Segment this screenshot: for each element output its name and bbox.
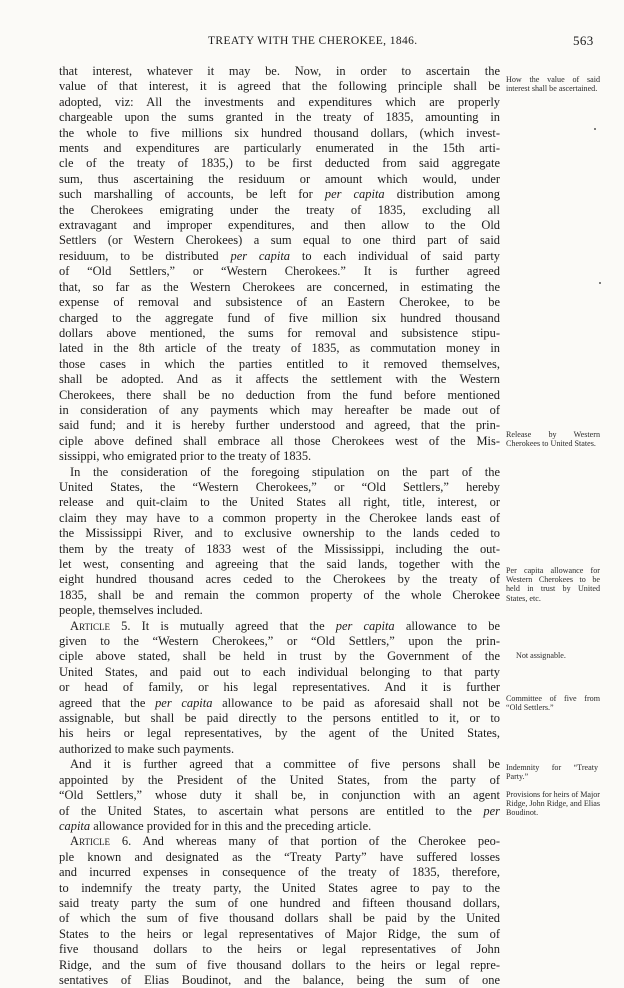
note-per-capita-allowance: Per capita allowance for Western Cherokees to be held in trust by United States, etc. (506, 566, 600, 603)
text-line: people, themselves included. (59, 603, 203, 618)
text-line: United States, the “Western Cherokees,” or “Old Settlers,” hereby (59, 479, 500, 494)
text-line: capita allowance provided for in this and the preceding article. (59, 818, 372, 833)
text-line: extravagant and improper expenditures, and then allow to the Old (59, 218, 500, 233)
text-line: said treaty party the sum of one hundred and fifteen thousand dollars, (59, 895, 500, 910)
text-line: ple known and designated as the “Treaty Party” have suffered losses (59, 849, 500, 864)
text-line: And it is further agreed that a committee of five persons shall be (70, 757, 500, 772)
text-line: sum, thus ascertaining the residuum or amount which would, under (59, 171, 500, 186)
note-provisions-for-heirs: Provisions for heirs of Major Ridge, John Ridge, and Elias Boudinot. (506, 790, 600, 818)
note-how-value-ascertained: How the value of said interest shall be ascertained. (506, 75, 600, 94)
text-line: appointed by the President of the United States, from the party of (59, 772, 500, 787)
text-line: of “Old Settlers,” or “Western Cherokees.” It is further agreed (59, 264, 500, 279)
text-line: “Old Settlers,” whose duty it shall be, in conjunction with an agent (59, 788, 500, 803)
text-line: Article 6. And whereas many of that portion of the Cherokee peo- (70, 834, 500, 849)
text-line: cle of the treaty of 1835,) to be first deducted from said aggregate (59, 156, 500, 171)
text-line: States to the heirs or legal representatives of Major Ridge, the sum of (59, 926, 500, 941)
text-line: that interest, whatever it may be. Now, in order to ascertain the (59, 64, 500, 78)
text-line: said fund; and it is hereby further understood and agreed, that the prin- (59, 418, 500, 433)
text-line: in consideration of any payments which may hereafter be made out of (59, 402, 500, 417)
text-line: assignable, but shall be paid directly to the persons entitled to it, or to (59, 711, 500, 726)
text-line: or head of family, or his legal representatives. And it is further (59, 680, 500, 695)
text-line: and incurred expenses in consequence of the treaty of 1835, therefore, (59, 865, 500, 880)
text-line: charged to the aggregate fund of five million six hundred thousand (59, 310, 500, 325)
text-line: that, so far as the Western Cherokees are concerned, in estimating the (59, 279, 500, 294)
text-line: them by the treaty of 1833 west of the Mississippi, including the out- (59, 541, 500, 556)
text-line: In the consideration of the foregoing stipulation on the part of the (70, 464, 500, 479)
text-line: of the United States, to ascertain what persons are entitled to the per (59, 803, 500, 818)
text-line: Settlers (or Western Cherokees) a sum equal to one third part of said (59, 233, 500, 248)
running-title: TREATY WITH THE CHEROKEE, 1846. (208, 35, 418, 47)
text-line: claim they may have to a common property in the Cherokee lands east of (59, 510, 500, 525)
text-line: eight hundred thousand acres ceded to the Cherokees by the treaty of (59, 572, 500, 587)
print-speck (594, 128, 596, 130)
note-release-by-western-cherokees: Release by Western Cherokees to United States. (506, 430, 600, 449)
text-line: ciple above defined shall embrace all those Cherokees west of the Mis- (59, 433, 500, 448)
text-line: sissippi, who emigrated prior to the treaty of 1835. (59, 449, 312, 464)
text-line: value of that interest, it is agreed that the following principle shall be (59, 79, 500, 94)
note-indemnity-treaty-party: Indemnity for “Treaty Party.” (506, 763, 598, 782)
text-line: those cases in which the parties entitled to it removed themselves, (59, 356, 500, 371)
text-line: given to the “Western Cherokees,” or “Old Settlers,” upon the prin- (59, 634, 500, 649)
text-line: United States, and paid out to each individual belonging to that party (59, 664, 500, 679)
text-line: the Mississippi River, and to exclusive ownership to the lands ceded to (59, 526, 500, 541)
text-line: shall be adopted. And as it affects the settlement with the Western (59, 372, 500, 387)
text-line: let west, consenting and agreeing that the said lands, together with the (59, 557, 500, 571)
page-number: 563 (573, 33, 594, 48)
text-line: Cherokees, there shall be no deduction from the fund before mentioned (59, 387, 500, 402)
page-header (0, 35, 624, 51)
text-line: expense of removal and subsistence of an Eastern Cherokee, to be (59, 295, 500, 310)
text-line: lated in the 8th article of the treaty of 1835, as commutation money in (59, 341, 500, 356)
text-line: release and quit-claim to the United States all right, title, interest, or (59, 495, 500, 510)
text-line: five thousand dollars to the heirs or legal representatives of John (59, 942, 500, 957)
text-line: 1835, shall be and remain the common property of the whole Cherokee (59, 587, 500, 602)
note-not-assignable: Not assignable. (516, 651, 566, 660)
text-line: to indemnify the treaty party, the United States agree to pay to the (59, 880, 500, 895)
text-line: adopted, viz: All the investments and expenditures which are properly (59, 94, 500, 109)
text-line: ciple above stated, shall be held in trust by the Government of the (59, 649, 500, 664)
text-line: chargeable upon the sums granted in the treaty of 1835, amounting in (59, 110, 500, 125)
text-line: ments and expenditures are particularly enumerated in the 15th arti- (59, 141, 500, 156)
text-line: of which the sum of five thousand dollars shall be paid by the United (59, 911, 500, 926)
note-committee-of-five: Committee of five from “Old Settlers.” (506, 694, 600, 713)
print-speck (599, 282, 601, 284)
text-line: sentatives of Elias Boudinot, and the balance, being the sum of one (59, 972, 500, 987)
text-line: residuum, to be distributed per capita to each individual of said party (59, 248, 501, 263)
text-line: dollars above mentioned, the sums for removal and subsistence stipu- (59, 325, 500, 340)
text-line: such marshalling of accounts, be left for per capita distribution among (59, 187, 500, 202)
text-line: his heirs or legal representatives, by the agent of the United States, (59, 726, 500, 741)
text-line: Article 5. It is mutually agreed that the per capita allowance to be (70, 618, 500, 633)
text-line: Ridge, and the sum of five thousand dollars to the heirs or legal repre- (59, 957, 500, 972)
text-line: agreed that the per capita allowance to be paid as aforesaid shall not be (59, 695, 500, 710)
treaty-text (59, 64, 500, 988)
text-line: authorized to make such payments. (59, 741, 235, 756)
text-line: the Cherokees emigrating under the treaty of 1835, excluding all (59, 202, 500, 217)
text-line: the whole to five millions six hundred thousand dollars, (which invest- (59, 125, 500, 140)
